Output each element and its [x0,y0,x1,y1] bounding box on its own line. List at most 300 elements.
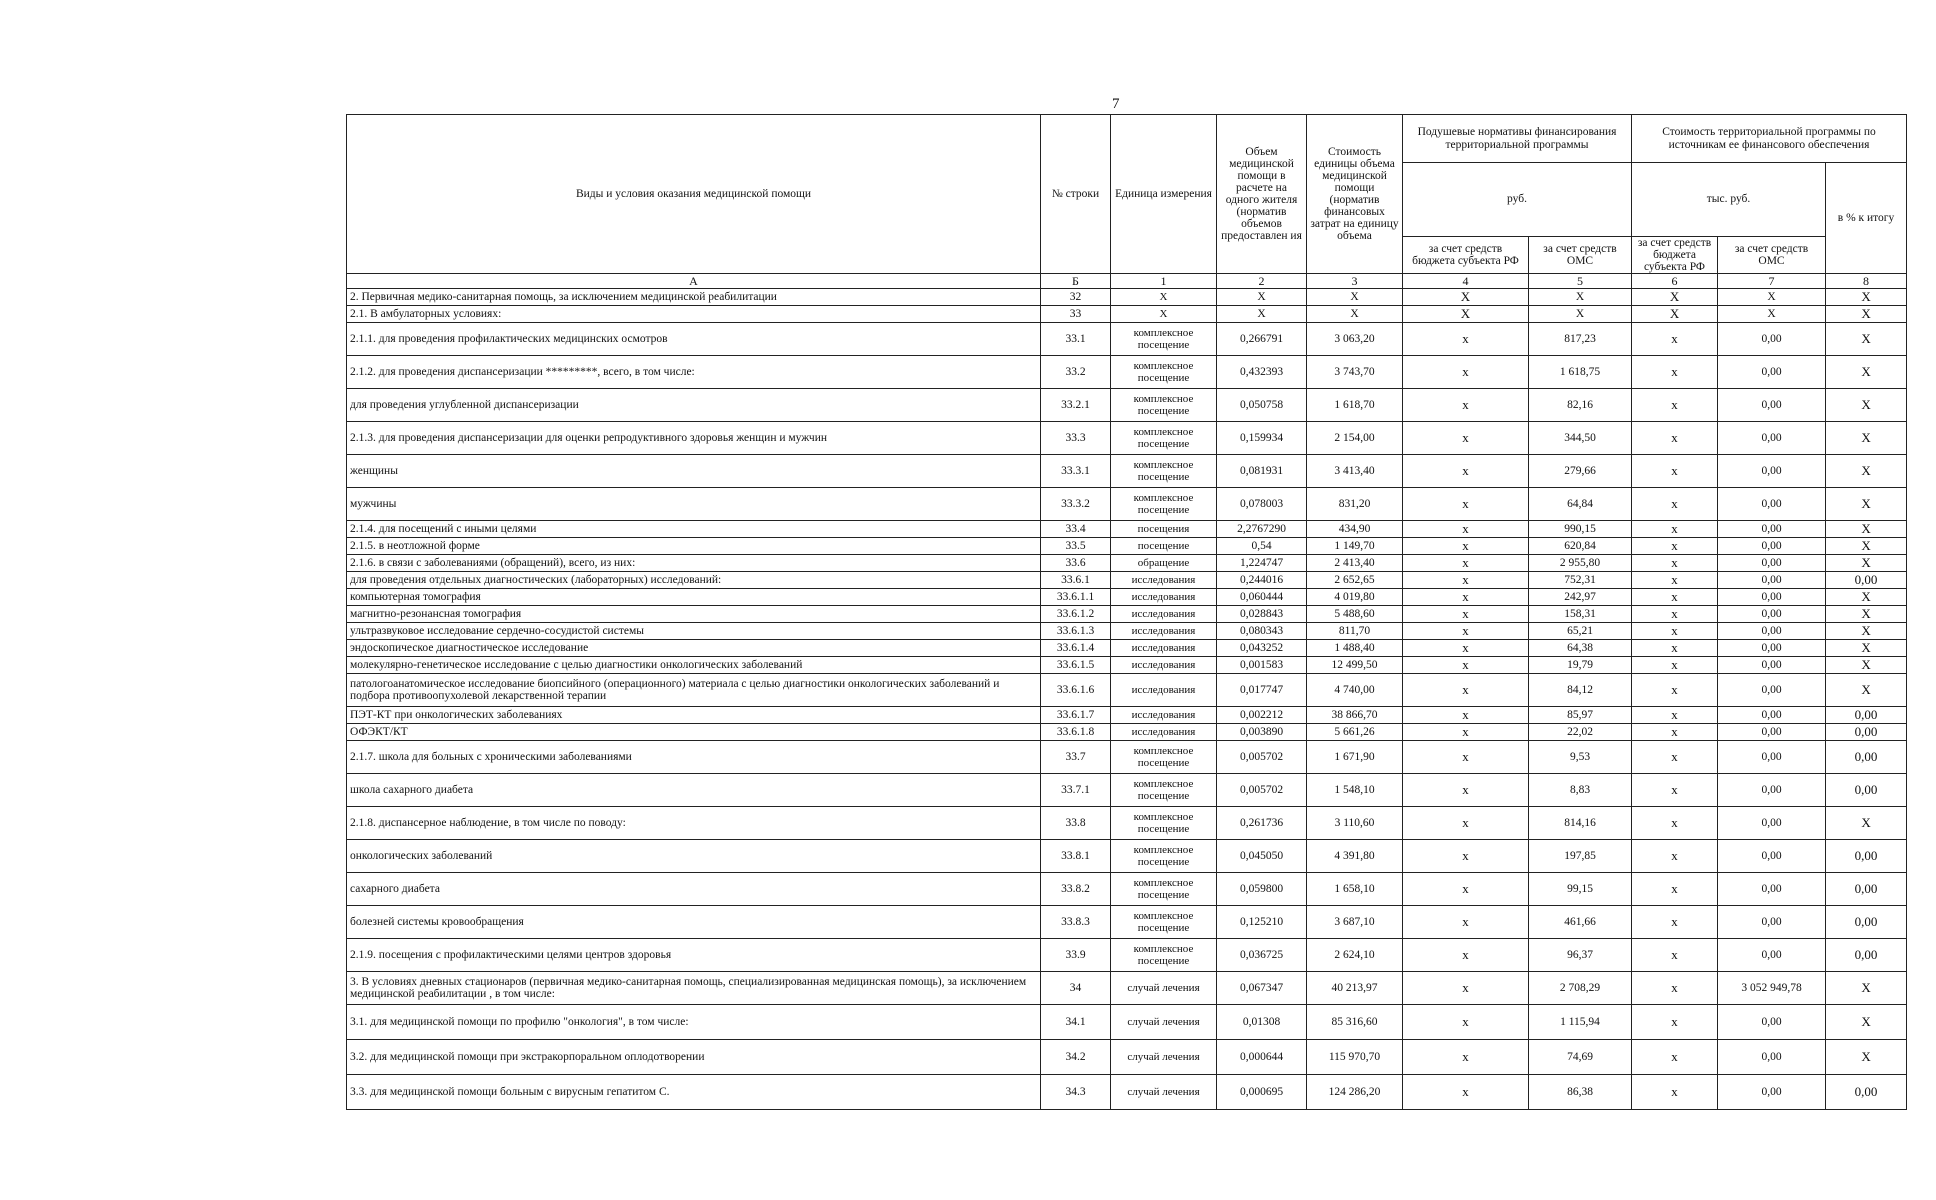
row-name: 2.1. В амбулаторных условиях: [347,306,1041,323]
row-budget-cost: x [1632,422,1718,455]
row-name: 2.1.7. школа для больных с хроническими заболеваниями [347,741,1041,774]
row-unit: X [1111,306,1217,323]
row-oms-cost: 0,00 [1718,840,1826,873]
table-row [347,873,1907,906]
row-volume-norm: X [1217,289,1307,306]
row-budget-per-capita: x [1403,906,1529,939]
row-name: ОФЭКТ/КТ [347,724,1041,741]
row-name: 3. В условиях дневных стационаров (первичная медико-санитарная помощь, специализированная медицинская помощь), за исключением медицинской реабилитации , в том числе: [347,972,1041,1005]
row-cost-norm: 4 391,80 [1307,840,1403,873]
row-budget-per-capita: x [1403,422,1529,455]
row-budget-per-capita: x [1403,572,1529,589]
row-unit: исследования [1111,589,1217,606]
row-budget-per-capita: x [1403,389,1529,422]
row-percent-total: X [1826,555,1907,572]
table-row [347,741,1907,774]
row-budget-cost: x [1632,488,1718,521]
row-oms-per-capita: 2 708,29 [1529,972,1632,1005]
row-budget-cost: x [1632,640,1718,657]
row-unit: комплексное посещение [1111,488,1217,521]
row-oms-cost: 0,00 [1718,606,1826,623]
row-budget-per-capita: x [1403,873,1529,906]
row-number: 34 [1041,972,1111,1005]
row-volume-norm: 0,432393 [1217,356,1307,389]
row-cost-norm: 3 413,40 [1307,455,1403,488]
row-unit: исследования [1111,724,1217,741]
row-oms-cost: 0,00 [1718,455,1826,488]
row-budget-per-capita: x [1403,674,1529,707]
row-budget-per-capita: x [1403,807,1529,840]
row-name: онкологических заболеваний [347,840,1041,873]
row-oms-per-capita: 9,53 [1529,741,1632,774]
row-oms-per-capita: 84,12 [1529,674,1632,707]
row-budget-cost: x [1632,774,1718,807]
row-cost-norm: X [1307,289,1403,306]
row-name: 3.1. для медицинской помощи по профилю "онкология", в том числе: [347,1005,1041,1040]
row-cost-norm: 115 970,70 [1307,1040,1403,1075]
header-percent-total: в % к итогу [1826,163,1907,274]
row-budget-cost: X [1632,306,1718,323]
row-unit: случай лечения [1111,972,1217,1005]
row-name: 3.3. для медицинской помощи больным с вирусным гепатитом С. [347,1075,1041,1110]
row-cost-norm: 3 110,60 [1307,807,1403,840]
row-cost-norm: 124 286,20 [1307,1075,1403,1110]
row-budget-cost: x [1632,1040,1718,1075]
row-volume-norm: 0,017747 [1217,674,1307,707]
table-row [347,1075,1907,1110]
row-number: 33.6.1.1 [1041,589,1111,606]
row-number: 33.6.1.5 [1041,657,1111,674]
table-row [347,623,1907,640]
financing-table-sheet [346,114,1906,1110]
row-unit: комплексное посещение [1111,873,1217,906]
table-row [347,589,1907,606]
row-cost-norm: 12 499,50 [1307,657,1403,674]
row-budget-cost: x [1632,1075,1718,1110]
row-budget-cost: x [1632,724,1718,741]
row-percent-total: X [1826,972,1907,1005]
header-unit: Единица измерения [1111,115,1217,274]
row-oms-per-capita: 344,50 [1529,422,1632,455]
row-oms-per-capita: 1 618,75 [1529,356,1632,389]
row-volume-norm: X [1217,306,1307,323]
row-unit: комплексное посещение [1111,455,1217,488]
row-oms-per-capita: 96,37 [1529,939,1632,972]
row-percent-total: X [1826,674,1907,707]
row-cost-norm: 831,20 [1307,488,1403,521]
page-number: 7 [1112,96,1120,112]
row-number: 33.6.1.2 [1041,606,1111,623]
row-oms-per-capita: 1 115,94 [1529,1005,1632,1040]
row-percent-total: 0,00 [1826,840,1907,873]
row-name: для проведения углубленной диспансеризации [347,389,1041,422]
row-budget-per-capita: x [1403,323,1529,356]
table-row [347,572,1907,589]
row-budget-per-capita: x [1403,774,1529,807]
row-oms-cost: 0,00 [1718,724,1826,741]
row-budget-cost: x [1632,741,1718,774]
row-number: 33.3.2 [1041,488,1111,521]
row-cost-norm: 1 548,10 [1307,774,1403,807]
row-budget-per-capita: x [1403,488,1529,521]
row-volume-norm: 0,159934 [1217,422,1307,455]
row-budget-cost: x [1632,657,1718,674]
header-oms-cost: за счет средств ОМС [1718,236,1826,273]
row-budget-cost: x [1632,455,1718,488]
row-name: женщины [347,455,1041,488]
row-name: 2.1.1. для проведения профилактических медицинских осмотров [347,323,1041,356]
row-budget-cost: X [1632,289,1718,306]
row-percent-total: X [1826,389,1907,422]
row-oms-cost: 0,00 [1718,640,1826,657]
header-oms-per-capita: за счет средств ОМС [1529,236,1632,273]
row-oms-cost: 0,00 [1718,774,1826,807]
row-unit: исследования [1111,606,1217,623]
row-unit: исследования [1111,623,1217,640]
row-unit: исследования [1111,572,1217,589]
row-volume-norm: 0,043252 [1217,640,1307,657]
row-number: 33.5 [1041,538,1111,555]
row-percent-total: 0,00 [1826,707,1907,724]
row-unit: исследования [1111,640,1217,657]
row-percent-total: X [1826,640,1907,657]
row-number: 33.6.1.8 [1041,724,1111,741]
table-row [347,488,1907,521]
row-percent-total: X [1826,289,1907,306]
row-name: 2.1.5. в неотложной форме [347,538,1041,555]
row-budget-cost: x [1632,555,1718,572]
row-oms-per-capita: 86,38 [1529,1075,1632,1110]
column-number: 5 [1529,274,1632,289]
table-row [347,724,1907,741]
row-oms-per-capita: 817,23 [1529,323,1632,356]
row-volume-norm: 0,01308 [1217,1005,1307,1040]
row-cost-norm: 3 687,10 [1307,906,1403,939]
row-number: 34.3 [1041,1075,1111,1110]
row-budget-per-capita: x [1403,640,1529,657]
row-unit: комплексное посещение [1111,774,1217,807]
row-number: 33.3.1 [1041,455,1111,488]
column-number: 7 [1718,274,1826,289]
row-oms-cost: 0,00 [1718,389,1826,422]
row-cost-norm: 85 316,60 [1307,1005,1403,1040]
row-percent-total: 0,00 [1826,741,1907,774]
row-oms-cost: 3 052 949,78 [1718,972,1826,1005]
row-budget-per-capita: x [1403,521,1529,538]
row-volume-norm: 0,002212 [1217,707,1307,724]
row-name: мужчины [347,488,1041,521]
row-number: 33.9 [1041,939,1111,972]
row-budget-per-capita: x [1403,1040,1529,1075]
table-body [347,289,1907,1110]
row-budget-cost: x [1632,1005,1718,1040]
row-name: компьютерная томография [347,589,1041,606]
header-per-capita-unit: руб. [1403,163,1632,237]
row-percent-total: X [1826,488,1907,521]
row-budget-cost: x [1632,807,1718,840]
column-number: 3 [1307,274,1403,289]
row-budget-per-capita: X [1403,306,1529,323]
row-unit: комплексное посещение [1111,906,1217,939]
row-budget-per-capita: x [1403,589,1529,606]
row-budget-cost: x [1632,389,1718,422]
row-percent-total: X [1826,589,1907,606]
row-budget-per-capita: x [1403,707,1529,724]
row-percent-total: X [1826,538,1907,555]
row-cost-norm: 2 624,10 [1307,939,1403,972]
row-oms-per-capita: X [1529,306,1632,323]
row-oms-cost: 0,00 [1718,623,1826,640]
row-number: 33.8 [1041,807,1111,840]
row-percent-total: 0,00 [1826,724,1907,741]
row-budget-per-capita: x [1403,1005,1529,1040]
row-cost-norm: 1 149,70 [1307,538,1403,555]
row-budget-per-capita: x [1403,939,1529,972]
row-budget-cost: x [1632,356,1718,389]
row-number: 33.6.1.6 [1041,674,1111,707]
row-volume-norm: 0,244016 [1217,572,1307,589]
row-cost-norm: 4 740,00 [1307,674,1403,707]
row-percent-total: 0,00 [1826,939,1907,972]
row-unit: исследования [1111,674,1217,707]
table-row [347,289,1907,306]
row-oms-per-capita: 158,31 [1529,606,1632,623]
row-cost-norm: 1 618,70 [1307,389,1403,422]
row-percent-total: X [1826,807,1907,840]
row-oms-cost: 0,00 [1718,538,1826,555]
table-row [347,422,1907,455]
row-percent-total: 0,00 [1826,906,1907,939]
row-number: 33.6.1 [1041,572,1111,589]
row-number: 33.1 [1041,323,1111,356]
row-cost-norm: 811,70 [1307,623,1403,640]
row-volume-norm: 0,050758 [1217,389,1307,422]
row-unit: случай лечения [1111,1005,1217,1040]
row-oms-per-capita: 990,15 [1529,521,1632,538]
column-number: 4 [1403,274,1529,289]
row-volume-norm: 0,000644 [1217,1040,1307,1075]
column-number: 6 [1632,274,1718,289]
row-volume-norm: 0,000695 [1217,1075,1307,1110]
row-percent-total: 0,00 [1826,1075,1907,1110]
row-volume-norm: 0,028843 [1217,606,1307,623]
row-budget-cost: x [1632,323,1718,356]
row-budget-per-capita: x [1403,623,1529,640]
row-oms-cost: 0,00 [1718,657,1826,674]
row-cost-norm: 1 658,10 [1307,873,1403,906]
row-number: 33.8.3 [1041,906,1111,939]
table-row [347,674,1907,707]
row-volume-norm: 0,067347 [1217,972,1307,1005]
row-percent-total: X [1826,657,1907,674]
row-name: магнитно-резонансная томография [347,606,1041,623]
header-types-conditions: Виды и условия оказания медицинской помощи [347,115,1041,274]
row-percent-total: X [1826,1005,1907,1040]
row-volume-norm: 0,080343 [1217,623,1307,640]
table-row [347,538,1907,555]
row-number: 34.2 [1041,1040,1111,1075]
row-oms-cost: X [1718,289,1826,306]
row-cost-norm: 3 743,70 [1307,356,1403,389]
row-oms-per-capita: 197,85 [1529,840,1632,873]
row-oms-cost: 0,00 [1718,422,1826,455]
row-oms-cost: 0,00 [1718,674,1826,707]
row-oms-per-capita: 64,38 [1529,640,1632,657]
row-volume-norm: 0,001583 [1217,657,1307,674]
row-budget-per-capita: x [1403,724,1529,741]
row-name: 2.1.9. посещения с профилактическими целями центров здоровья [347,939,1041,972]
row-unit: посещение [1111,538,1217,555]
table-row [347,657,1907,674]
header-row-number: № строки [1041,115,1111,274]
row-budget-cost: x [1632,873,1718,906]
row-budget-per-capita: X [1403,289,1529,306]
row-name: 2.1.8. диспансерное наблюдение, в том числе по поводу: [347,807,1041,840]
row-number: 33.8.2 [1041,873,1111,906]
row-number: 33.6 [1041,555,1111,572]
column-number: Б [1041,274,1111,289]
row-name: болезней системы кровообращения [347,906,1041,939]
row-volume-norm: 0,045050 [1217,840,1307,873]
row-cost-norm: 38 866,70 [1307,707,1403,724]
row-unit: случай лечения [1111,1075,1217,1110]
column-numbers-row [347,274,1907,289]
row-name: ПЭТ-КТ при онкологических заболеваниях [347,707,1041,724]
row-oms-cost: X [1718,306,1826,323]
row-unit: обращение [1111,555,1217,572]
row-volume-norm: 0,003890 [1217,724,1307,741]
row-volume-norm: 0,036725 [1217,939,1307,972]
row-name: школа сахарного диабета [347,774,1041,807]
table-row [347,840,1907,873]
row-percent-total: 0,00 [1826,572,1907,589]
row-oms-cost: 0,00 [1718,807,1826,840]
row-oms-cost: 0,00 [1718,939,1826,972]
header-cost-norm: Стоимость единицы объема медицинской помощи (норматив финансовых затрат на единицу объема [1307,115,1403,274]
row-budget-cost: x [1632,589,1718,606]
row-volume-norm: 0,059800 [1217,873,1307,906]
row-name: 2.1.4. для посещений с иными целями [347,521,1041,538]
table-row [347,323,1907,356]
row-budget-per-capita: x [1403,606,1529,623]
row-volume-norm: 0,125210 [1217,906,1307,939]
row-unit: комплексное посещение [1111,939,1217,972]
row-cost-norm: 1 488,40 [1307,640,1403,657]
row-name: сахарного диабета [347,873,1041,906]
table-row [347,1005,1907,1040]
row-oms-cost: 0,00 [1718,873,1826,906]
row-name: молекулярно-генетическое исследование с целью диагностики онкологических заболеваний [347,657,1041,674]
row-oms-cost: 0,00 [1718,488,1826,521]
row-oms-per-capita: 279,66 [1529,455,1632,488]
row-unit: случай лечения [1111,1040,1217,1075]
row-number: 33.7 [1041,741,1111,774]
row-oms-per-capita: 2 955,80 [1529,555,1632,572]
row-oms-per-capita: 65,21 [1529,623,1632,640]
table-row [347,906,1907,939]
row-budget-per-capita: x [1403,555,1529,572]
row-cost-norm: 434,90 [1307,521,1403,538]
row-budget-cost: x [1632,521,1718,538]
row-name: патологоанатомическое исследование биопсийного (операционного) материала с целью диагностики онкологических заболеваний и подбора противоопухолевой лекарственной терапии [347,674,1041,707]
row-oms-cost: 0,00 [1718,521,1826,538]
row-budget-per-capita: x [1403,657,1529,674]
row-name: 2.1.3. для проведения диспансеризации для оценки репродуктивного здоровья женщин и мужчин [347,422,1041,455]
row-cost-norm: 2 652,65 [1307,572,1403,589]
row-unit: исследования [1111,707,1217,724]
row-oms-cost: 0,00 [1718,356,1826,389]
row-percent-total: X [1826,323,1907,356]
row-cost-norm: 4 019,80 [1307,589,1403,606]
row-oms-per-capita: X [1529,289,1632,306]
table-row [347,356,1907,389]
table-row [347,455,1907,488]
row-budget-per-capita: x [1403,1075,1529,1110]
row-oms-per-capita: 620,84 [1529,538,1632,555]
row-budget-cost: x [1632,972,1718,1005]
row-budget-per-capita: x [1403,840,1529,873]
row-number: 33.4 [1041,521,1111,538]
column-number: 1 [1111,274,1217,289]
row-percent-total: X [1826,356,1907,389]
table-row [347,972,1907,1005]
header-volume-norm: Объем медицинской помощи в расчете на одного жителя (норматив объемов предоставлен ия [1217,115,1307,274]
table-row [347,306,1907,323]
row-oms-cost: 0,00 [1718,1075,1826,1110]
column-number: А [347,274,1041,289]
row-cost-norm: 2 413,40 [1307,555,1403,572]
header-per-capita-group: Подушевые нормативы финансирования территориальной программы [1403,115,1632,163]
table-row [347,555,1907,572]
row-name: 2.1.6. в связи с заболеваниями (обращений), всего, из них: [347,555,1041,572]
column-number: 8 [1826,274,1907,289]
row-budget-cost: x [1632,606,1718,623]
table-row [347,707,1907,724]
row-budget-per-capita: x [1403,741,1529,774]
row-volume-norm: 1,224747 [1217,555,1307,572]
row-budget-cost: x [1632,840,1718,873]
row-budget-per-capita: x [1403,356,1529,389]
row-volume-norm: 0,005702 [1217,741,1307,774]
row-oms-per-capita: 8,83 [1529,774,1632,807]
row-budget-per-capita: x [1403,972,1529,1005]
table-row [347,640,1907,657]
row-number: 33.2.1 [1041,389,1111,422]
row-oms-per-capita: 814,16 [1529,807,1632,840]
row-name: эндоскопическое диагностическое исследование [347,640,1041,657]
row-volume-norm: 0,060444 [1217,589,1307,606]
row-unit: комплексное посещение [1111,323,1217,356]
row-budget-cost: x [1632,674,1718,707]
row-number: 33.2 [1041,356,1111,389]
row-number: 34.1 [1041,1005,1111,1040]
row-percent-total: X [1826,521,1907,538]
row-volume-norm: 0,261736 [1217,807,1307,840]
row-oms-per-capita: 242,97 [1529,589,1632,606]
row-oms-per-capita: 99,15 [1529,873,1632,906]
table-row [347,807,1907,840]
header-cost-unit: тыс. руб. [1632,163,1826,237]
row-cost-norm: 5 488,60 [1307,606,1403,623]
row-name: 2.1.2. для проведения диспансеризации *********, всего, в том числе: [347,356,1041,389]
row-oms-per-capita: 82,16 [1529,389,1632,422]
row-oms-per-capita: 64,84 [1529,488,1632,521]
row-oms-per-capita: 22,02 [1529,724,1632,741]
row-cost-norm: 2 154,00 [1307,422,1403,455]
row-oms-cost: 0,00 [1718,572,1826,589]
row-oms-per-capita: 85,97 [1529,707,1632,724]
column-number: 2 [1217,274,1307,289]
